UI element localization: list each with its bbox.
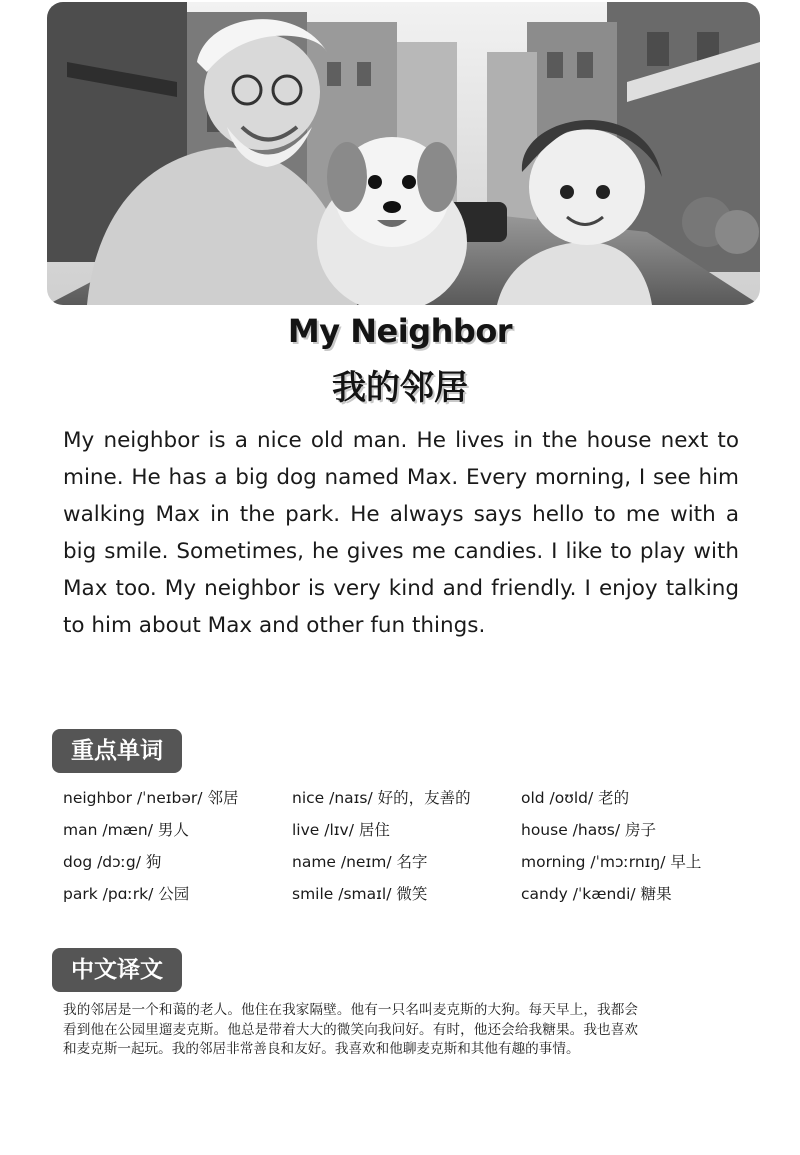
title-chinese: 我的邻居 bbox=[332, 368, 468, 408]
translation-section-label: 中文译文 bbox=[52, 948, 182, 992]
vocab-item: live /lɪv/ 居住 bbox=[292, 821, 390, 839]
street-scene-image bbox=[47, 2, 760, 305]
chinese-translation: 我的邻居是一个和蔼的老人。他住在我家隔壁。他有一只名叫麦克斯的大狗。每天早上，我都会看到他在公园里遛麦克斯。他总是带着大大的微笑向我问好。有时，他还会给我糖果。我也喜欢和麦克斯一起玩。我的邻居非常善良和友好。我喜欢和他聊麦克斯和其他有趣的事情。 bbox=[63, 1002, 638, 1057]
vocab-item: house /haʊs/ 房子 bbox=[521, 821, 657, 839]
vocab-grid bbox=[63, 782, 763, 910]
vocab-section-label: 重点单词 bbox=[52, 729, 182, 773]
vocab-item: old /oʊld/ 老的 bbox=[521, 789, 630, 807]
vocab-item: dog /dɔːg/ 狗 bbox=[63, 853, 162, 871]
vocab-item: name /neɪm/ 名字 bbox=[292, 853, 428, 871]
vocab-item: nice /naɪs/ 好的，友善的 bbox=[292, 789, 471, 807]
vocab-item: park /pɑːrk/ 公园 bbox=[63, 885, 190, 903]
title-english: My Neighbor bbox=[287, 312, 513, 350]
hero-illustration bbox=[47, 2, 760, 305]
vocab-item: candy /ˈkændi/ 糖果 bbox=[521, 885, 672, 903]
vocab-item: smile /smaɪl/ 微笑 bbox=[292, 885, 428, 903]
vocab-item: man /mæn/ 男人 bbox=[63, 821, 189, 839]
vocab-item: neighbor /ˈneɪbər/ 邻居 bbox=[63, 789, 239, 807]
story-paragraph: My neighbor is a nice old man. He lives in the house next to mine. He has a big dog named Max. Every morning, I see him walking Max in the park. He always says hello to me with a big smile. Sometimes, he gives me candies. I like to play with Max too. My neighbor is very kind and friendly. I enjoy talking to him about Max and other fun things. bbox=[63, 428, 739, 638]
vocab-item: morning /ˈmɔːrnɪŋ/ 早上 bbox=[521, 853, 702, 871]
